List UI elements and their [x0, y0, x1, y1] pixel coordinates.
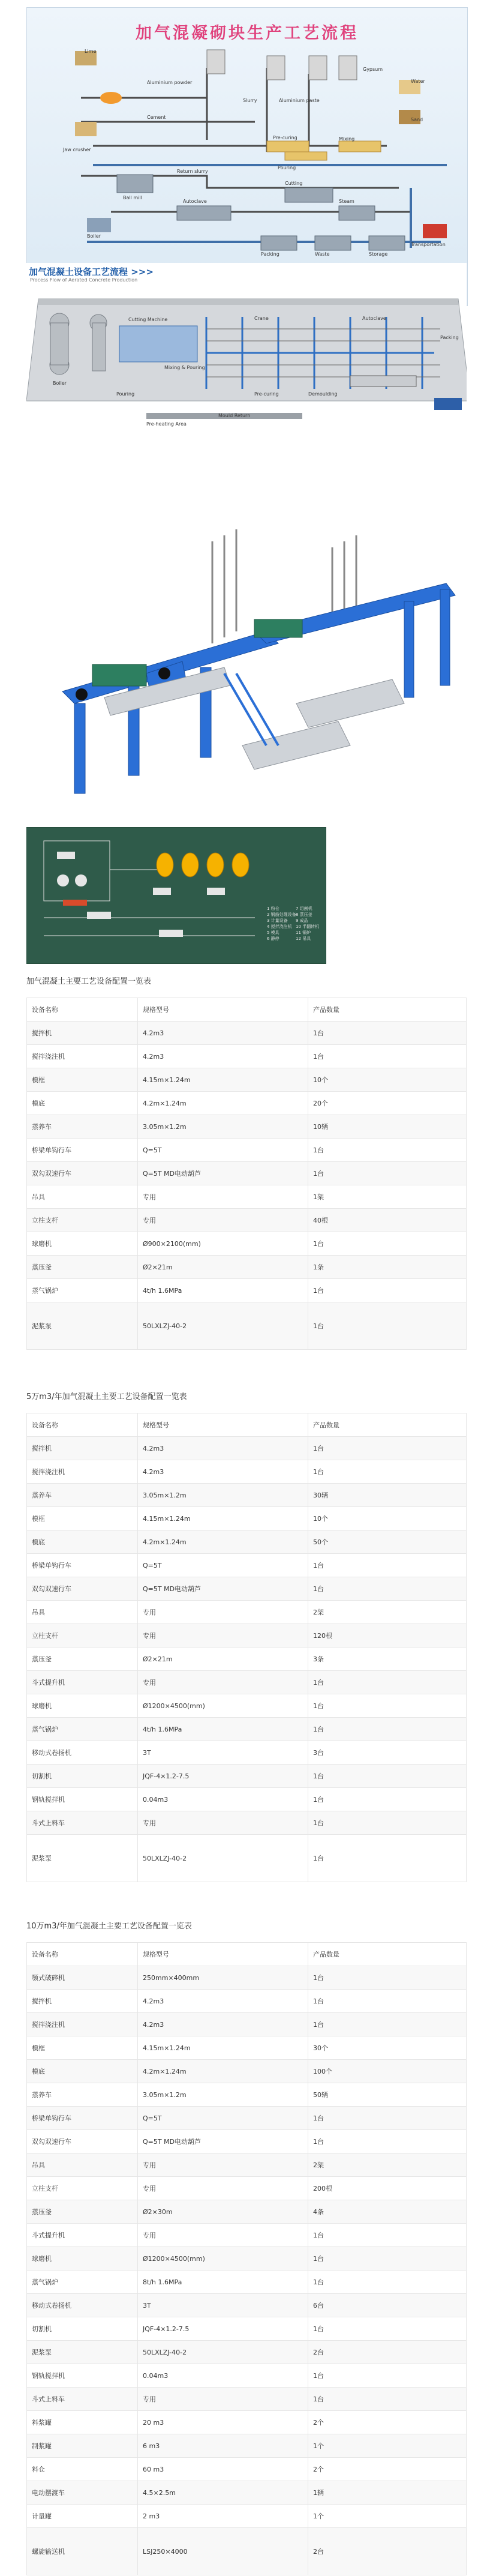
table-cell: 计量罐 — [27, 2505, 138, 2528]
table-cell: 1台 — [308, 1554, 467, 1577]
table-row — [27, 1530, 467, 1554]
table-row — [27, 1232, 467, 1256]
table-cell: 4.15m×1.24m — [138, 1068, 308, 1092]
table-cell: 4条 — [308, 2200, 467, 2224]
node-label: Waste — [315, 251, 330, 257]
table-cell: 斗式上料车 — [27, 2388, 138, 2411]
equipment-table-1 — [26, 998, 467, 1350]
table-cell: 4.2m3 — [138, 1460, 308, 1484]
table-row — [27, 1624, 467, 1648]
table-cell: 1台 — [308, 1437, 467, 1460]
table-row — [27, 1554, 467, 1577]
panel-legend-item: 5 模具 — [267, 930, 279, 935]
node-label: Sand — [411, 117, 423, 122]
table-title: 10万m3/年加气混凝土主要工艺设备配置一览表 — [26, 1922, 192, 1931]
table-row — [27, 1990, 467, 2013]
table-cell: 桥梁单钩行车 — [27, 1554, 138, 1577]
table-cell: 30辆 — [308, 1484, 467, 1507]
table-header: 设备名称 — [27, 1943, 138, 1966]
node-label: Boiler — [87, 233, 101, 239]
table-row — [27, 2481, 467, 2505]
equipment-label: Mixing & Pouring — [164, 365, 205, 370]
table-cell: 1台 — [308, 1279, 467, 1302]
table-cell: 1台 — [308, 1671, 467, 1694]
table-cell: LSJ250×4000 — [138, 2528, 308, 2575]
node-label: Aluminium powder — [147, 80, 193, 85]
table-header-row — [27, 1413, 467, 1437]
table-row — [27, 1115, 467, 1139]
table-row — [27, 2528, 467, 2575]
table-title: 5万m3/年加气混凝土主要工艺设备配置一览表 — [26, 1392, 187, 1401]
table-row — [27, 1484, 467, 1507]
cutting-machine-render — [26, 493, 467, 817]
table-row — [27, 1092, 467, 1115]
table-cell: 1台 — [308, 1460, 467, 1484]
table-cell: 模框 — [27, 1068, 138, 1092]
table-cell: 切割机 — [27, 1765, 138, 1788]
table-row — [27, 2411, 467, 2434]
table-row — [27, 1835, 467, 1882]
table-cell: 球磨机 — [27, 1694, 138, 1718]
equipment-layout-subtitle: Process Flow of Aerated Concrete Production — [30, 277, 138, 283]
table-cell: 1台 — [308, 1835, 467, 1882]
table-cell: 1条 — [308, 1256, 467, 1279]
table-cell: 蒸养车 — [27, 2083, 138, 2107]
table-cell: 钢轨搅拌机 — [27, 2364, 138, 2388]
node-label: Jaw crusher — [63, 147, 91, 152]
table-cell: 专用 — [138, 1185, 308, 1209]
table-cell: 吊具 — [27, 2153, 138, 2177]
table-cell: 桥梁单钩行车 — [27, 1139, 138, 1162]
node-label: Autoclave — [183, 199, 207, 204]
table-header: 规格型号 — [138, 1413, 308, 1437]
table-cell: 4.2m×1.24m — [138, 1530, 308, 1554]
table-cell: 1个 — [308, 2505, 467, 2528]
table-row — [27, 2177, 467, 2200]
table-cell: 120根 — [308, 1624, 467, 1648]
equipment-table-3 — [26, 1942, 467, 2575]
table-cell: 搅拌机 — [27, 1437, 138, 1460]
table-cell: 泥浆泵 — [27, 1835, 138, 1882]
process-flow-diagram — [26, 7, 468, 306]
table-row — [27, 1966, 467, 1990]
table-cell: 斗式提升机 — [27, 2224, 138, 2247]
table-cell: 专用 — [138, 1671, 308, 1694]
table-cell: 4t/h 1.6MPa — [138, 1279, 308, 1302]
table-cell: 双勾双速行车 — [27, 1162, 138, 1185]
table-cell: 专用 — [138, 2153, 308, 2177]
table-row — [27, 2317, 467, 2341]
table-title: 加气混凝土主要工艺设备配置一览表 — [26, 977, 152, 986]
panel-legend-item: 7 切割机 — [296, 906, 312, 911]
node-label: Lime — [85, 49, 97, 54]
table-header: 设备名称 — [27, 1413, 138, 1437]
table-cell: 4.15m×1.24m — [138, 2036, 308, 2060]
node-label: Pre-curing — [273, 135, 297, 140]
table-cell: 1台 — [308, 1577, 467, 1601]
table-cell: 切割机 — [27, 2317, 138, 2341]
table-cell: 1台 — [308, 2364, 467, 2388]
table-cell: 1台 — [308, 1139, 467, 1162]
table-header: 产品数量 — [308, 1943, 467, 1966]
panel-legend-item: 8 蒸压釜 — [296, 912, 312, 917]
table-cell: 专用 — [138, 2388, 308, 2411]
table-cell: 50LXLZJ-40-2 — [138, 1302, 308, 1350]
table-cell: Ø2×30m — [138, 2200, 308, 2224]
table-row — [27, 1139, 467, 1162]
table-cell: 20个 — [308, 1092, 467, 1115]
node-label: Aluminium paste — [279, 98, 320, 103]
node-label: Gypsum — [363, 67, 383, 72]
node-label: Mixing — [339, 136, 355, 142]
table-cell: 2台 — [308, 2341, 467, 2364]
table-row — [27, 1302, 467, 1350]
table-cell: 2架 — [308, 1601, 467, 1624]
table-cell: JQF-4×1.2-7.5 — [138, 2317, 308, 2341]
panel-legend-item: 2 钢筋处理设备 — [267, 912, 296, 917]
table-row — [27, 2294, 467, 2317]
table-cell: Q=5T MD电动葫芦 — [138, 2130, 308, 2153]
table-cell: 电动摆渡车 — [27, 2481, 138, 2505]
table-cell: Q=5T MD电动葫芦 — [138, 1577, 308, 1601]
node-label: Return slurry — [177, 169, 208, 174]
equipment-label: Pre-curing — [254, 391, 279, 397]
table-row — [27, 1256, 467, 1279]
table-cell: 1台 — [308, 1966, 467, 1990]
table-cell: 模框 — [27, 1507, 138, 1530]
table-cell: 1台 — [308, 2107, 467, 2130]
table-cell: 8t/h 1.6MPa — [138, 2271, 308, 2294]
table-header-row — [27, 998, 467, 1022]
table-row — [27, 1648, 467, 1671]
table-cell: 搅拌浇注机 — [27, 1460, 138, 1484]
table-cell: 1台 — [308, 1022, 467, 1045]
table-cell: 200根 — [308, 2177, 467, 2200]
table-cell: 6台 — [308, 2294, 467, 2317]
table-cell: 1台 — [308, 1694, 467, 1718]
panel-legend-item: 3 计量设备 — [267, 918, 288, 923]
table-row — [27, 2364, 467, 2388]
table-row — [27, 2247, 467, 2271]
table-cell: 2架 — [308, 2153, 467, 2177]
table-cell: 搅拌机 — [27, 1022, 138, 1045]
node-label: Slurry — [243, 98, 257, 103]
table-cell: 蒸压釜 — [27, 1648, 138, 1671]
table-cell: 料仓 — [27, 2458, 138, 2481]
table-cell: 蒸气锅炉 — [27, 1718, 138, 1741]
table-row — [27, 2060, 467, 2083]
table-row — [27, 2130, 467, 2153]
table-row — [27, 2083, 467, 2107]
table-cell: 10辆 — [308, 1115, 467, 1139]
table-row — [27, 2013, 467, 2036]
table-cell: 移动式卷扬机 — [27, 1741, 138, 1765]
panel-legend-item: 9 成品 — [296, 918, 308, 923]
control-panel-layout — [26, 827, 326, 964]
table-cell: 50个 — [308, 1530, 467, 1554]
table-cell: 蒸养车 — [27, 1484, 138, 1507]
node-label: Ball mill — [123, 195, 142, 200]
table-cell: 40根 — [308, 1209, 467, 1232]
equipment-layout-diagram — [26, 263, 467, 450]
table-cell: 1台 — [308, 1232, 467, 1256]
table-cell: Q=5T — [138, 1139, 308, 1162]
table-cell: 4.2m×1.24m — [138, 1092, 308, 1115]
table-cell: 蒸气锅炉 — [27, 2271, 138, 2294]
table-cell: 4.15m×1.24m — [138, 1507, 308, 1530]
table-cell: 4.2m3 — [138, 1990, 308, 2013]
equipment-label: Pre-heating Area — [146, 421, 187, 427]
table-row — [27, 1788, 467, 1811]
table-cell: 专用 — [138, 1601, 308, 1624]
table-cell: 双勾双速行车 — [27, 2130, 138, 2153]
equipment-label: Pouring — [116, 391, 135, 397]
table-row — [27, 1601, 467, 1624]
table-cell: 2个 — [308, 2411, 467, 2434]
table-cell: 双勾双速行车 — [27, 1577, 138, 1601]
table-cell: 3.05m×1.2m — [138, 1484, 308, 1507]
table-cell: 0.04m3 — [138, 1788, 308, 1811]
table-cell: 1台 — [308, 2271, 467, 2294]
table-cell: 蒸压釜 — [27, 1256, 138, 1279]
table-cell: 专用 — [138, 2224, 308, 2247]
table-cell: 0.04m3 — [138, 2364, 308, 2388]
table-cell: 搅拌浇注机 — [27, 2013, 138, 2036]
table-cell: 立柱支杆 — [27, 1209, 138, 1232]
table-row — [27, 1162, 467, 1185]
table-row — [27, 1460, 467, 1484]
table-cell: 20 m3 — [138, 2411, 308, 2434]
panel-legend-item: 6 静停 — [267, 936, 279, 941]
table-cell: 2 m3 — [138, 2505, 308, 2528]
table-cell: 搅拌浇注机 — [27, 1045, 138, 1068]
process-flow-title: 加气混凝砌块生产工艺流程 — [136, 24, 359, 43]
panel-legend-item: 10 半翻转机 — [296, 924, 320, 929]
table-cell: 50LXLZJ-40-2 — [138, 2341, 308, 2364]
table-cell: 模底 — [27, 1530, 138, 1554]
table-row — [27, 1068, 467, 1092]
table-header: 规格型号 — [138, 998, 308, 1022]
table-row — [27, 1185, 467, 1209]
table-row — [27, 1279, 467, 1302]
table-cell: 250mm×400mm — [138, 1966, 308, 1990]
table-row — [27, 2153, 467, 2177]
table-cell: 1台 — [308, 2247, 467, 2271]
table-cell: 1台 — [308, 1788, 467, 1811]
table-row — [27, 2505, 467, 2528]
node-label: Transportation — [411, 242, 446, 247]
table-cell: 10个 — [308, 1507, 467, 1530]
node-label: Cutting — [285, 181, 303, 186]
table-cell: 1台 — [308, 2224, 467, 2247]
table-row — [27, 2271, 467, 2294]
table-row — [27, 2200, 467, 2224]
table-cell: 50辆 — [308, 2083, 467, 2107]
table-cell: Q=5T — [138, 2107, 308, 2130]
table-cell: 1台 — [308, 1162, 467, 1185]
table-cell: 立柱支杆 — [27, 1624, 138, 1648]
table-cell: 斗式上料车 — [27, 1811, 138, 1835]
table-cell: 专用 — [138, 2177, 308, 2200]
table-cell: 3T — [138, 1741, 308, 1765]
table-cell: 模框 — [27, 2036, 138, 2060]
node-label: Storage — [369, 251, 388, 257]
table-cell: 1台 — [308, 2130, 467, 2153]
table-cell: Ø2×21m — [138, 1256, 308, 1279]
node-label: Water — [411, 79, 425, 84]
equipment-label: Cutting Machine — [128, 317, 168, 322]
table-cell: 3.05m×1.2m — [138, 1115, 308, 1139]
panel-legend-item: 1 粉仓 — [267, 906, 279, 911]
table-cell: 4.2m3 — [138, 1437, 308, 1460]
table-cell: 专用 — [138, 1811, 308, 1835]
table-cell: 2台 — [308, 2528, 467, 2575]
table-cell: 球磨机 — [27, 1232, 138, 1256]
table-cell: JQF-4×1.2-7.5 — [138, 1765, 308, 1788]
table-cell: 球磨机 — [27, 2247, 138, 2271]
table-cell: 1台 — [308, 2317, 467, 2341]
table-cell: 蒸压釜 — [27, 2200, 138, 2224]
equipment-layout-title: 加气混凝土设备工艺流程 >>> — [29, 266, 154, 277]
table-row — [27, 2434, 467, 2458]
table-row — [27, 1577, 467, 1601]
table-cell: 4.5×2.5m — [138, 2481, 308, 2505]
table-cell: Ø2×21m — [138, 1648, 308, 1671]
table-cell: 泥浆泵 — [27, 1302, 138, 1350]
table-row — [27, 2388, 467, 2411]
table-cell: 60 m3 — [138, 2458, 308, 2481]
table-cell: 1个 — [308, 2434, 467, 2458]
table-row — [27, 2107, 467, 2130]
equipment-label: Demoulding — [308, 391, 338, 397]
equipment-table-2 — [26, 1413, 467, 1882]
table-cell: 3条 — [308, 1648, 467, 1671]
table-cell: 移动式卷扬机 — [27, 2294, 138, 2317]
table-cell: 4.2m3 — [138, 2013, 308, 2036]
panel-legend-item: 12 吊具 — [296, 936, 311, 941]
table-cell: 钢轨搅拌机 — [27, 1788, 138, 1811]
table-cell: 模底 — [27, 1092, 138, 1115]
table-cell: 4.2m3 — [138, 1045, 308, 1068]
table-cell: 4.2m×1.24m — [138, 2060, 308, 2083]
table-row — [27, 1694, 467, 1718]
equipment-label: Mould Return — [218, 413, 251, 418]
cutting-machine-graphic — [26, 493, 467, 817]
equipment-label: Boiler — [53, 381, 67, 386]
control-panel-graphic — [27, 828, 326, 963]
table-row — [27, 2224, 467, 2247]
node-label: Packing — [261, 251, 279, 257]
table-cell: 颚式破碎机 — [27, 1966, 138, 1990]
table-cell: Ø1200×4500(mm) — [138, 1694, 308, 1718]
table-cell: Q=5T MD电动葫芦 — [138, 1162, 308, 1185]
table-row — [27, 1741, 467, 1765]
table-row — [27, 2341, 467, 2364]
equipment-label: Packing — [440, 335, 459, 340]
table-cell: 30个 — [308, 2036, 467, 2060]
table-cell: 螺旋输送机 — [27, 2528, 138, 2575]
table-cell: 3台 — [308, 1741, 467, 1765]
table-cell: 制浆罐 — [27, 2434, 138, 2458]
table-cell: 1台 — [308, 2388, 467, 2411]
table-cell: 专用 — [138, 1624, 308, 1648]
table-header: 产品数量 — [308, 998, 467, 1022]
table-cell: 1辆 — [308, 2481, 467, 2505]
table-cell: 1台 — [308, 1302, 467, 1350]
table-row — [27, 2458, 467, 2481]
table-cell: 4.2m3 — [138, 1022, 308, 1045]
table-header: 产品数量 — [308, 1413, 467, 1437]
table-cell: 50LXLZJ-40-2 — [138, 1835, 308, 1882]
table-cell: 桥梁单钩行车 — [27, 2107, 138, 2130]
equipment-layout-graphic — [26, 263, 467, 450]
table-cell: 6 m3 — [138, 2434, 308, 2458]
table-cell: 2个 — [308, 2458, 467, 2481]
table-cell: 1架 — [308, 1185, 467, 1209]
table-cell: 专用 — [138, 1209, 308, 1232]
table-row — [27, 1671, 467, 1694]
table-row — [27, 2036, 467, 2060]
panel-legend-item: 11 锅炉 — [296, 930, 311, 935]
table-cell: 立柱支杆 — [27, 2177, 138, 2200]
table-cell: 泥浆泵 — [27, 2341, 138, 2364]
table-cell: 3T — [138, 2294, 308, 2317]
panel-legend-item: 4 搅拌浇注机 — [267, 924, 292, 929]
table-row — [27, 1209, 467, 1232]
table-cell: Ø1200×4500(mm) — [138, 2247, 308, 2271]
node-label: Pouring — [278, 165, 296, 170]
table-cell: 1台 — [308, 1718, 467, 1741]
equipment-label: Autoclave — [362, 316, 386, 321]
table-cell: 10个 — [308, 1068, 467, 1092]
table-cell: Q=5T — [138, 1554, 308, 1577]
table-cell: 3.05m×1.2m — [138, 2083, 308, 2107]
table-cell: 吊具 — [27, 1185, 138, 1209]
table-row — [27, 1765, 467, 1788]
table-row — [27, 1718, 467, 1741]
table-row — [27, 1045, 467, 1068]
table-cell: 1台 — [308, 1811, 467, 1835]
table-cell: 1台 — [308, 1045, 467, 1068]
table-cell: 1台 — [308, 2013, 467, 2036]
table-row — [27, 1507, 467, 1530]
table-cell: 斗式提升机 — [27, 1671, 138, 1694]
table-cell: 1台 — [308, 1765, 467, 1788]
table-row — [27, 1811, 467, 1835]
table-cell: 料浆罐 — [27, 2411, 138, 2434]
table-cell: 模底 — [27, 2060, 138, 2083]
equipment-label: Crane — [254, 316, 269, 321]
table-header: 设备名称 — [27, 998, 138, 1022]
table-cell: 蒸气锅炉 — [27, 1279, 138, 1302]
table-cell: 1台 — [308, 1990, 467, 2013]
table-cell: 搅拌机 — [27, 1990, 138, 2013]
node-label: Steam — [339, 199, 354, 204]
table-cell: Ø900×2100(mm) — [138, 1232, 308, 1256]
table-row — [27, 1437, 467, 1460]
node-label: Cement — [147, 115, 166, 120]
table-cell: 4t/h 1.6MPa — [138, 1718, 308, 1741]
table-cell: 100个 — [308, 2060, 467, 2083]
table-header: 规格型号 — [138, 1943, 308, 1966]
table-row — [27, 1022, 467, 1045]
table-header-row — [27, 1943, 467, 1966]
table-cell: 吊具 — [27, 1601, 138, 1624]
table-cell: 蒸养车 — [27, 1115, 138, 1139]
